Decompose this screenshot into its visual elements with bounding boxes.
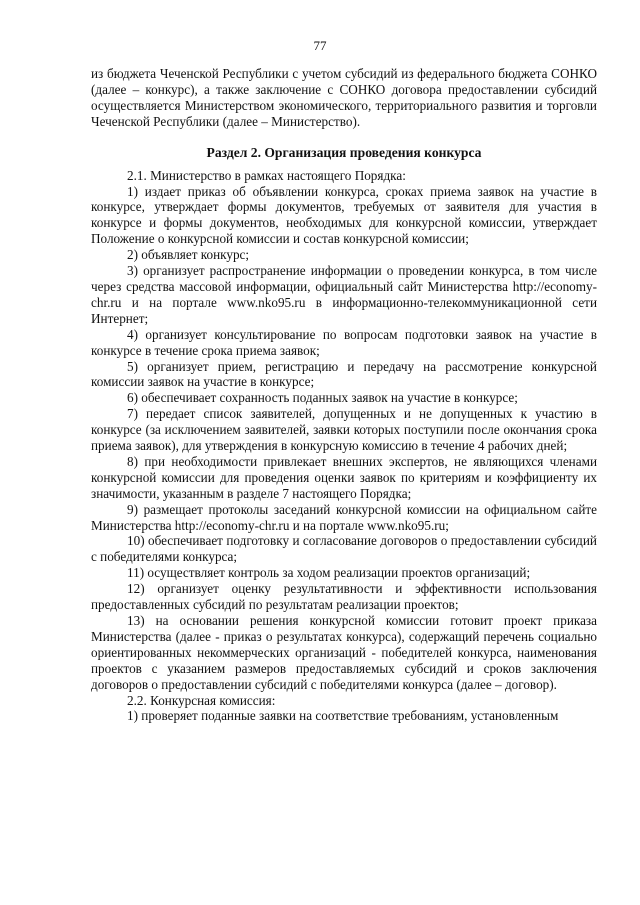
intro-paragraph: из бюджета Чеченской Республики с учетом субсидий из федерального бюджета СОНКО (далее – конкурс), а также заключение с СОНКО договора предоставлении субсидий осуществляется Министерством экономического, территориального развития и торговли Чеченской Республики (далее – Министерство). [91,66,597,129]
page-body [91,66,597,724]
list-item-10: 10) обеспечивает подготовку и согласование договоров о предоставлении субсидий с победителями конкурса; [91,533,597,565]
list-item-4: 4) организует консультирование по вопросам подготовки заявок на участие в конкурсе в течение срока приема заявок; [91,326,597,358]
list-item-1: 1) издает приказ об объявлении конкурса, сроках приема заявок на участие в конкурсе, утверждает формы документов, требуемых от заявителя для участия в конкурсе и формы документов, необходимых для конкурсной комиссии, утверждает Положение о конкурсной комиссии и состав конкурсной комиссии; [91,183,597,247]
list-item-13: 13) на основании решения конкурсной комиссии готовит проект приказа Министерства (далее - приказ о результатах конкурса), содержащий перечень социально ориентированных некоммерческих организаций - победителей конкурса, наименования проектов с указанием размеров предоставляемых субсидий и сроков заключения договоров о предоставлении субсидий с победителями конкурса (далее – договор). [91,613,597,692]
list-item-12: 12) организует оценку результативности и эффективности использования предоставленных субсидий по результатам реализации проектов; [91,581,597,613]
list-item-5: 5) организует прием, регистрацию и передачу на рассмотрение конкурсной комиссии заявок на участие в конкурсе; [91,358,597,390]
list-item-7: 7) передает список заявителей, допущенных и не допущенных к участию в конкурсе (за исключением заявителей, заявки которых поступили после окончания срока приема заявок), для утверждения в конкурсную комиссию в течение 4 рабочих дней; [91,406,597,454]
list-item-2-2-1: 1) проверяет поданные заявки на соответствие требованиям, установленным [127,708,559,724]
list-item-11: 11) осуществляет контроль за ходом реализации проектов организаций; [127,565,531,581]
section-heading: Раздел 2. Организация проведения конкурса [206,144,482,160]
list-item-6: 6) обеспечивает сохранность поданных заявок на участие в конкурсе; [127,390,518,406]
paragraph-2-1: 2.1. Министерство в рамках настоящего Порядка: [127,167,406,183]
list-item-3: 3) организует распространение информации о проведении конкурса, в том числе через средства массовой информации, официальный сайт Министерства http://economy-chr.ru и на портале www.nko95.ru в информационно-телекоммуникационной сети Интернет; [91,263,597,326]
list-item-9: 9) размещает протоколы заседаний конкурсной комиссии на официальном сайте Министерства http://economy-chr.ru и на портале www.nko95.ru; [91,501,597,533]
page-number: 77 [313,38,327,53]
list-item-2: 2) объявляет конкурс; [127,247,250,263]
paragraph-2-2: 2.2. Конкурсная комиссия: [127,692,276,708]
list-item-8: 8) при необходимости привлекает внешних экспертов, не являющихся членами конкурсной комиссии для проведения оценки заявок по критериям и коэффициенту их значимости, указанным в разделе 7 настоящего Порядка; [91,453,597,501]
